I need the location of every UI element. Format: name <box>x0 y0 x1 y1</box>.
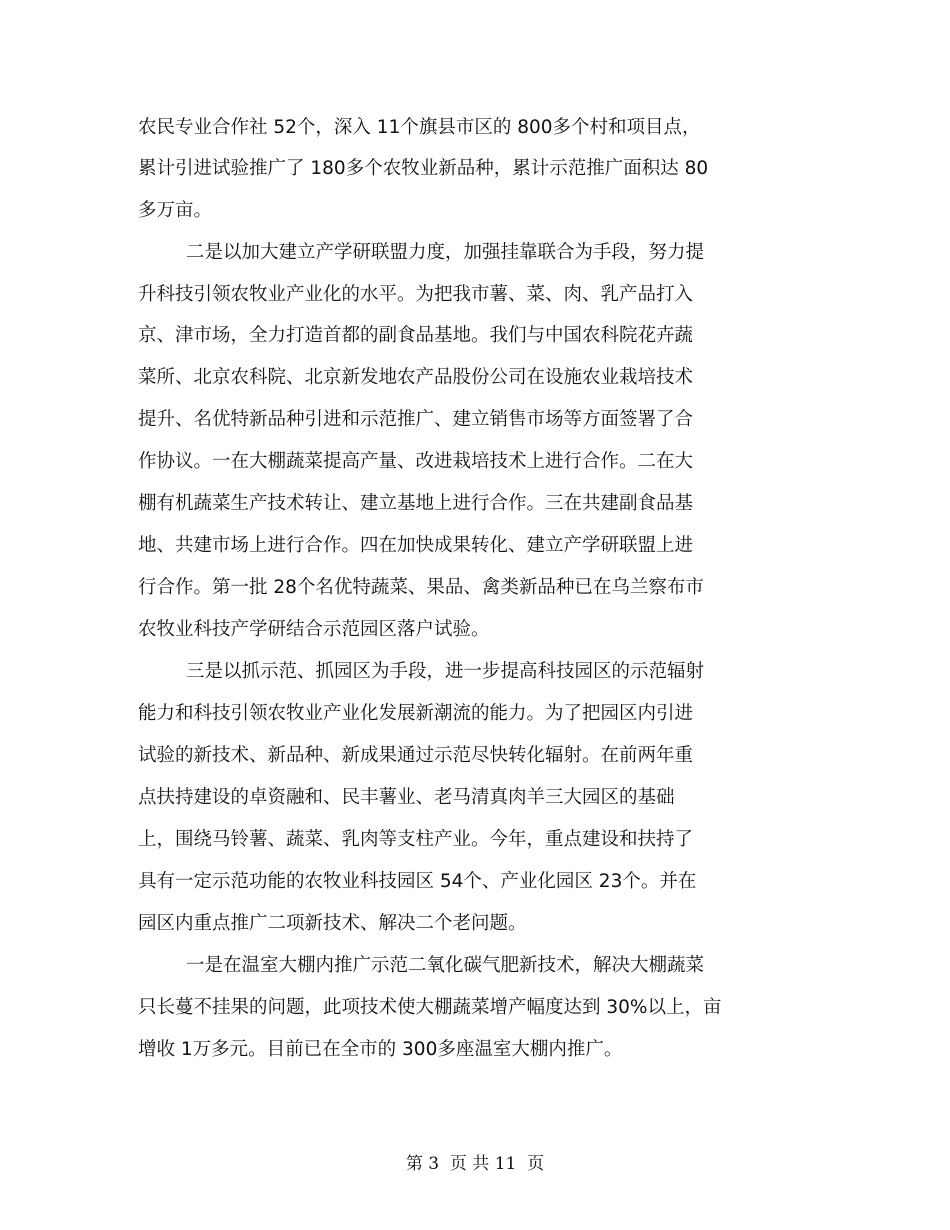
text-line: 升科技引领农牧业产业化的水平。为把我市薯、菜、肉、乳产品打入 <box>138 284 694 305</box>
text-line: 具有一定示范功能的农牧业科技园区 54个、产业化园区 23个。并在 <box>138 871 697 892</box>
text-line: 行合作。第一批 28个名优特蔬菜、果品、禽类新品种已在乌兰察布市 <box>138 577 704 598</box>
text-line: 只长蔓不挂果的问题，此项技术使大棚蔬菜增产幅度达到 30%以上，亩 <box>138 997 722 1018</box>
text-line: 多万亩。 <box>138 200 213 221</box>
text-line: 菜所、北京农科院、北京新发地农产品股份公司在设施农业栽培技术 <box>138 367 694 388</box>
paragraph-start-line: 二是以加大建立产学研联盟力度，加强挂靠联合为手段，努力提 <box>186 242 705 263</box>
text-line: 提升、名优特新品种引进和示范推广、建立销售市场等方面签署了合 <box>138 409 694 430</box>
text-line: 作协议。一在大棚蔬菜提高产量、改进栽培技术上进行合作。二在大 <box>138 451 694 472</box>
text-line: 农牧业科技产学研结合示范园区落户试验。 <box>138 619 490 640</box>
text-line: 棚有机蔬菜生产技术转让、建立基地上进行合作。三在共建副食品基 <box>138 493 694 514</box>
text-line: 增收 1万多元。目前已在全市的 300多座温室大棚内推广。 <box>138 1039 623 1060</box>
text-line: 地、共建市场上进行合作。四在加快成果转化、建立产学研联盟上进 <box>138 535 694 556</box>
text-line: 农民专业合作社 52个，深入 11个旗县市区的 800多个村和项目点， <box>138 117 701 138</box>
page-number-footer: 第 3 页 共 11 页 <box>405 1154 545 1174</box>
text-line: 京、津市场，全力打造首都的副食品基地。我们与中国农科院花卉蔬 <box>138 325 694 346</box>
text-line: 园区内重点推广二项新技术、解决二个老问题。 <box>138 913 527 934</box>
paragraph-start-line: 三是以抓示范、抓园区为手段，进一步提高科技园区的示范辐射 <box>186 661 705 682</box>
paragraph-start-line: 一是在温室大棚内推广示范二氧化碳气肥新技术，解决大棚蔬菜 <box>186 955 705 976</box>
text-line: 能力和科技引领农牧业产业化发展新潮流的能力。为了把园区内引进 <box>138 703 694 724</box>
text-line: 试验的新技术、新品种、新成果通过示范尽快转化辐射。在前两年重 <box>138 745 694 766</box>
text-line: 上，围绕马铃薯、蔬菜、乳肉等支柱产业。今年，重点建设和扶持了 <box>138 829 694 850</box>
text-line: 点扶持建设的卓资融和、民丰薯业、老马清真肉羊三大园区的基础 <box>138 787 675 808</box>
text-line: 累计引进试验推广了 180多个农牧业新品种，累计示范推广面积达 80 <box>138 158 709 179</box>
